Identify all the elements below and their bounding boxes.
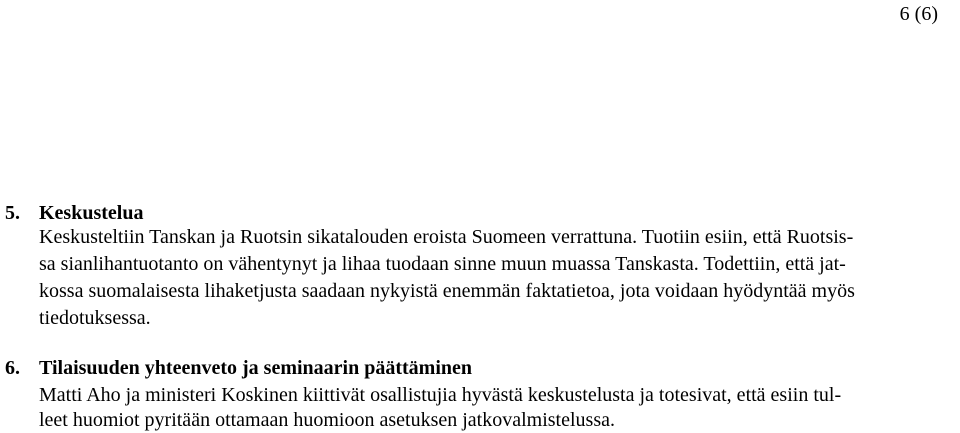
section-heading (5, 356, 472, 380)
section-title: Keskustelua (39, 202, 144, 224)
paragraph-line: tiedotuksessa. (39, 307, 151, 329)
section-number: 5. (5, 202, 20, 224)
page-number: 6 (6) (899, 3, 938, 25)
paragraph-line: kossa suomalaisesta lihaketjusta saadaan nykyistä enemmän faktatietoa, jota voidaan hyödyntää myös (39, 280, 855, 302)
paragraph-line: Keskusteltiin Tanskan ja Ruotsin sikatalouden eroista Suomeen verrattuna. Tuotiin esiin, että Ruotsis- (39, 226, 854, 248)
section-heading (5, 201, 143, 225)
paragraph-line: leet huomiot pyritään ottamaan huomioon asetuksen jatkovalmistelussa. (39, 409, 615, 431)
section-title: Tilaisuuden yhteenveto ja seminaarin päättäminen (39, 357, 472, 379)
paragraph-line: Matti Aho ja ministeri Koskinen kiittivät osallistujia hyvästä keskustelusta ja totesivat, että esiin tul- (39, 384, 842, 406)
section-number: 6. (5, 357, 20, 379)
paragraph-line: sa sianlihantuotanto on vähentynyt ja lihaa tuodaan sinne muun muassa Tanskasta. Todettiin, että jat- (39, 253, 846, 275)
